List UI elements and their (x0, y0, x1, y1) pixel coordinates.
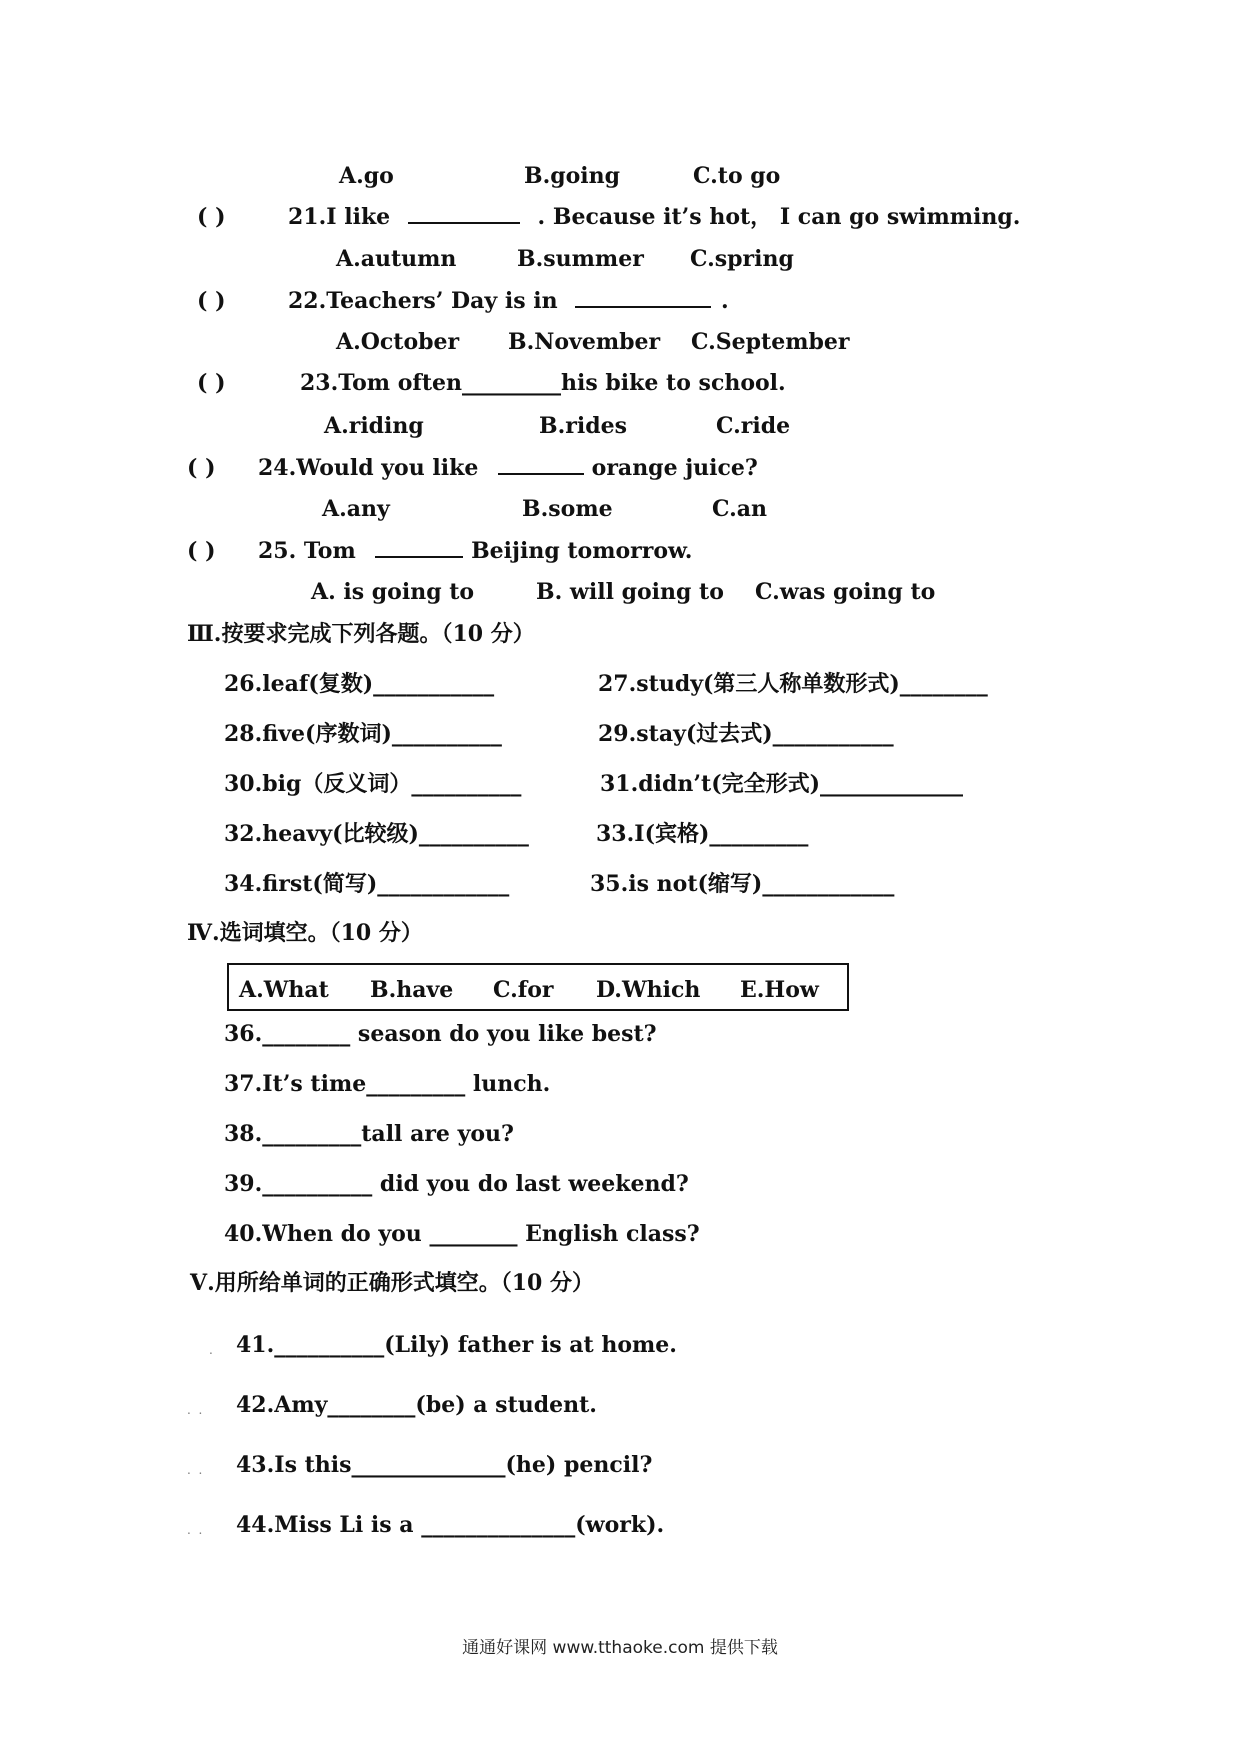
q22-option-b: B.November (508, 329, 661, 355)
section-5-item-41: 41.__________(Lily) father is at home. (236, 1332, 677, 1358)
section-3-item-30: 30.big（反义词）__________ (224, 771, 522, 797)
section-3-item-35: 35.is not(缩写)____________ (590, 871, 895, 897)
q24-text-before: 24.Would you like (258, 455, 479, 481)
q20-option-a: A.go (339, 163, 394, 189)
word-bank-option-d: D.Which (596, 977, 701, 1003)
q25-blank (375, 536, 463, 558)
q24-answer-paren: ( ) (187, 455, 216, 481)
q21-question (288, 202, 1020, 232)
q21-option-c: C.spring (690, 246, 794, 272)
q25-question (258, 536, 692, 566)
q24-option-b: B.some (522, 496, 613, 522)
scan-speck: . . (187, 1463, 203, 1477)
section-5-item-43: 43.Is this______________(he) pencil? (236, 1452, 653, 1478)
q24-blank (498, 453, 584, 475)
word-bank-option-b: B.have (370, 977, 454, 1003)
section-4-item-36: 36.________ season do you like best? (224, 1021, 657, 1047)
q22-text-before: 22.Teachers’ Day is in (288, 288, 558, 314)
word-bank-box (227, 963, 849, 1011)
section-4-item-37: 37.It’s time_________ lunch. (224, 1071, 551, 1097)
q21-option-a: A.autumn (336, 246, 457, 272)
q22-answer-paren: ( ) (197, 288, 226, 314)
section-4-item-40: 40.When do you ________ English class? (224, 1221, 700, 1247)
q23-answer-paren: ( ) (197, 370, 226, 396)
q22-text-after: . (720, 288, 729, 314)
q21-option-b: B.summer (517, 246, 644, 272)
section-3-title: Ⅲ.按要求完成下列各题。（10 分） (187, 621, 535, 647)
section-5-title: Ⅴ.用所给单词的正确形式填空。（10 分） (190, 1270, 595, 1296)
q21-answer-paren: ( ) (197, 204, 226, 230)
q23-option-a: A.riding (324, 413, 424, 439)
section-3-item-26: 26.leaf(复数)___________ (224, 671, 495, 697)
q21-text-after: . Because it’s hot， I can go swimming. (537, 204, 1021, 230)
q23-option-b: B.rides (539, 413, 627, 439)
q20-option-b: B.going (524, 163, 621, 189)
q22-option-a: A.October (336, 329, 460, 355)
q25-option-a: A. is going to (311, 579, 475, 605)
q23-question: 23.Tom often_________his bike to school. (300, 370, 786, 396)
q25-text-before: 25. Tom (258, 538, 356, 564)
section-4-item-38: 38._________tall are you? (224, 1121, 514, 1147)
section-5-item-42: 42.Amy________(be) a student. (236, 1392, 597, 1418)
q25-option-b: B. will going to (536, 579, 724, 605)
section-3-item-34: 34.first(简写)____________ (224, 871, 510, 897)
q23-option-c: C.ride (716, 413, 791, 439)
word-bank-option-c: C.for (493, 977, 554, 1003)
scan-speck: . (209, 1343, 213, 1357)
scan-speck: . . (187, 1523, 203, 1537)
q24-option-a: A.any (322, 496, 390, 522)
section-3-item-28: 28.five(序数词)__________ (224, 721, 502, 747)
q25-text-after: Beijing tomorrow. (471, 538, 693, 564)
q25-option-c: C.was going to (755, 579, 936, 605)
scan-speck: . . (187, 1403, 203, 1417)
q21-blank (408, 202, 520, 224)
q22-question (288, 286, 729, 316)
section-4-item-39: 39.__________ did you do last weekend? (224, 1171, 689, 1197)
footer-credit: 通通好课网 www.tthaoke.com 提供下载 (462, 1638, 778, 1658)
section-3-item-29: 29.stay(过去式)___________ (598, 721, 894, 747)
section-5-item-44: 44.Miss Li is a ______________(work). (236, 1512, 665, 1538)
q20-option-c: C.to go (693, 163, 781, 189)
word-bank-option-a: A.What (239, 977, 329, 1003)
section-3-item-27: 27.study(第三人称单数形式)________ (598, 671, 988, 697)
word-bank-option-e: E.How (740, 977, 819, 1003)
q22-blank (575, 286, 711, 308)
q25-answer-paren: ( ) (187, 538, 216, 564)
section-3-item-31: 31.didn’t(完全形式)_____________ (600, 771, 964, 797)
section-3-item-32: 32.heavy(比较级)__________ (224, 821, 529, 847)
section-4-title: Ⅳ.选词填空。（10 分） (187, 920, 423, 946)
q24-question (258, 453, 758, 483)
q24-text-after: orange juice? (591, 455, 758, 481)
q22-option-c: C.September (691, 329, 850, 355)
q21-text-before: 21.I like (288, 204, 391, 230)
q24-option-c: C.an (712, 496, 768, 522)
section-3-item-33: 33.I(宾格)_________ (596, 821, 809, 847)
